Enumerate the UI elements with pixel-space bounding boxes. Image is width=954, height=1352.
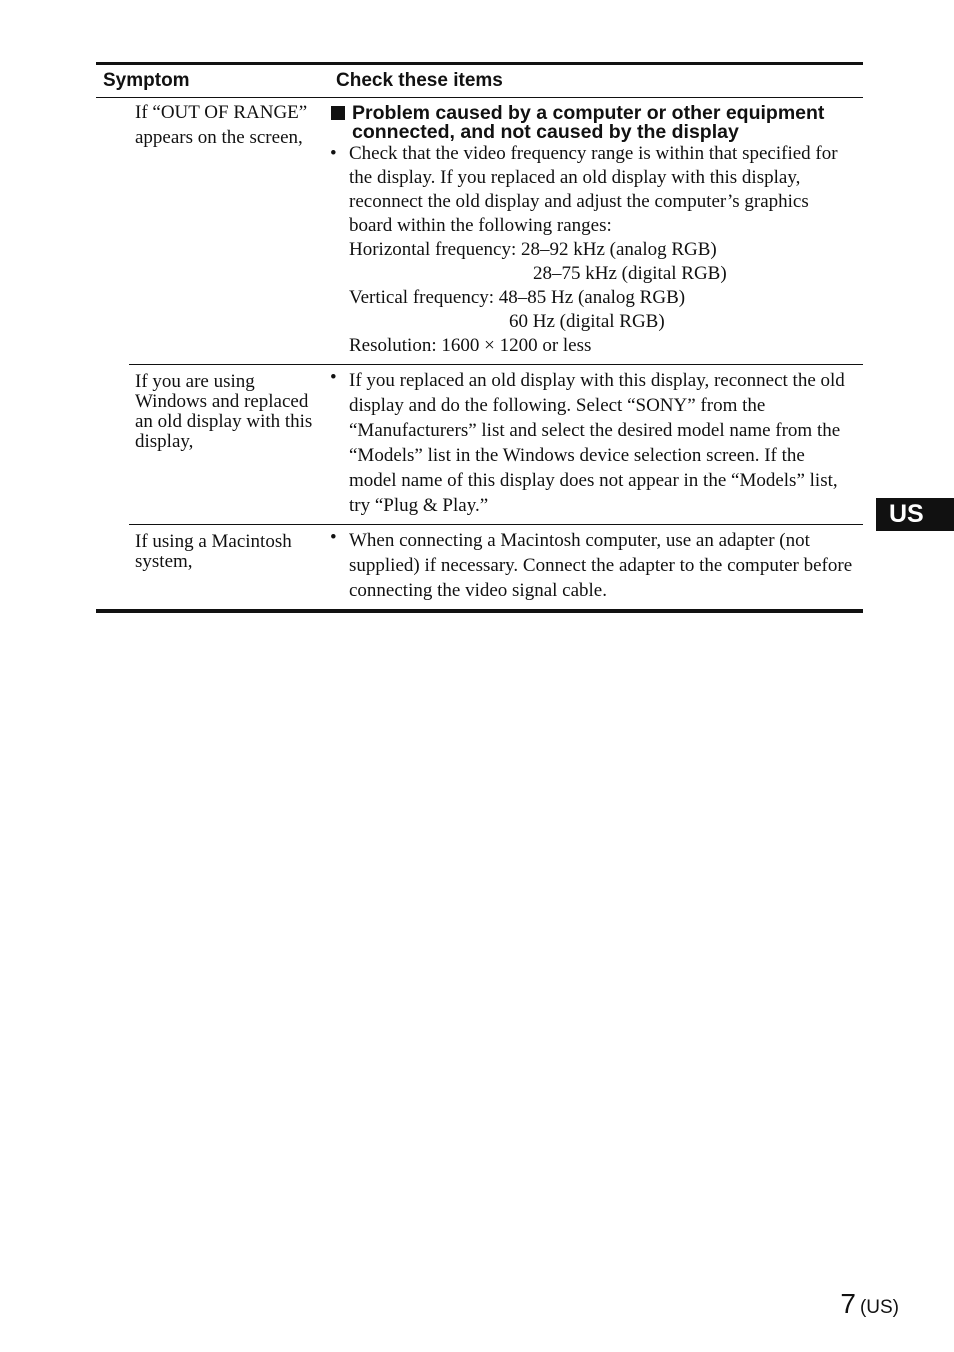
check-cell [315,525,863,609]
bullet-item [329,142,863,358]
language-tab: US [876,498,954,531]
bullet-icon: • [330,367,337,388]
table-header [96,65,863,98]
page-number-suffix: (US) [859,1297,899,1318]
table-row [129,364,863,524]
check-cell [315,365,863,524]
section-heading-text: Problem caused by a computer or other equipment connected, and not caused by the display [352,102,825,143]
header-check-items: Check these items [336,70,503,91]
black-square-icon [331,106,345,120]
symptom-cell: If you are using Windows and replaced an old display with this display, [135,371,313,452]
symptom-cell: If using a Macintosh system, [135,531,292,572]
section-heading [329,98,863,142]
vertical-frequency-analog: Vertical frequency: 48–85 Hz (analog RGB) [349,287,686,308]
bullet-icon: • [330,527,337,548]
bullet-text: Check that the video frequency range is within that specified for the display. If you replaced an old display with this display, reconnect the old display and adjust the computer’s graphics board within the following ranges: [349,143,838,236]
check-cell [315,98,863,364]
horizontal-frequency-analog: Horizontal frequency: 28–92 kHz (analog RGB) [349,239,717,260]
horizontal-frequency-digital: 28–75 kHz (digital RGB) [533,263,727,284]
bullet-text: If you replaced an old display with this display, reconnect the old display and do the following. Select “SONY” from the “Manufacturers” list and select the desired model name from the “Models” list in the Windows device selection screen. If the model name of this display does not appear in the “Models” list, try “Plug & Play.” [349,370,845,516]
troubleshooting-table [96,62,863,613]
table-row [129,98,863,364]
page-number-value: 7 [840,1288,856,1319]
table-bottom-rule [96,609,863,613]
resolution-line: Resolution: 1600 × 1200 or less [349,335,592,356]
bullet-icon: • [330,143,337,164]
vertical-frequency-digital: 60 Hz (digital RGB) [509,311,665,332]
bullet-text: When connecting a Macintosh computer, use an adapter (not supplied) if necessary. Connect the adapter to the computer before connecting the video signal cable. [349,530,853,601]
bullet-item [329,525,863,603]
symptom-cell: If “OUT OF RANGE” appears on the screen, [135,102,308,148]
table-row [129,524,863,609]
header-symptom: Symptom [103,70,190,91]
bullet-item [329,365,863,518]
page-number [840,1288,899,1320]
